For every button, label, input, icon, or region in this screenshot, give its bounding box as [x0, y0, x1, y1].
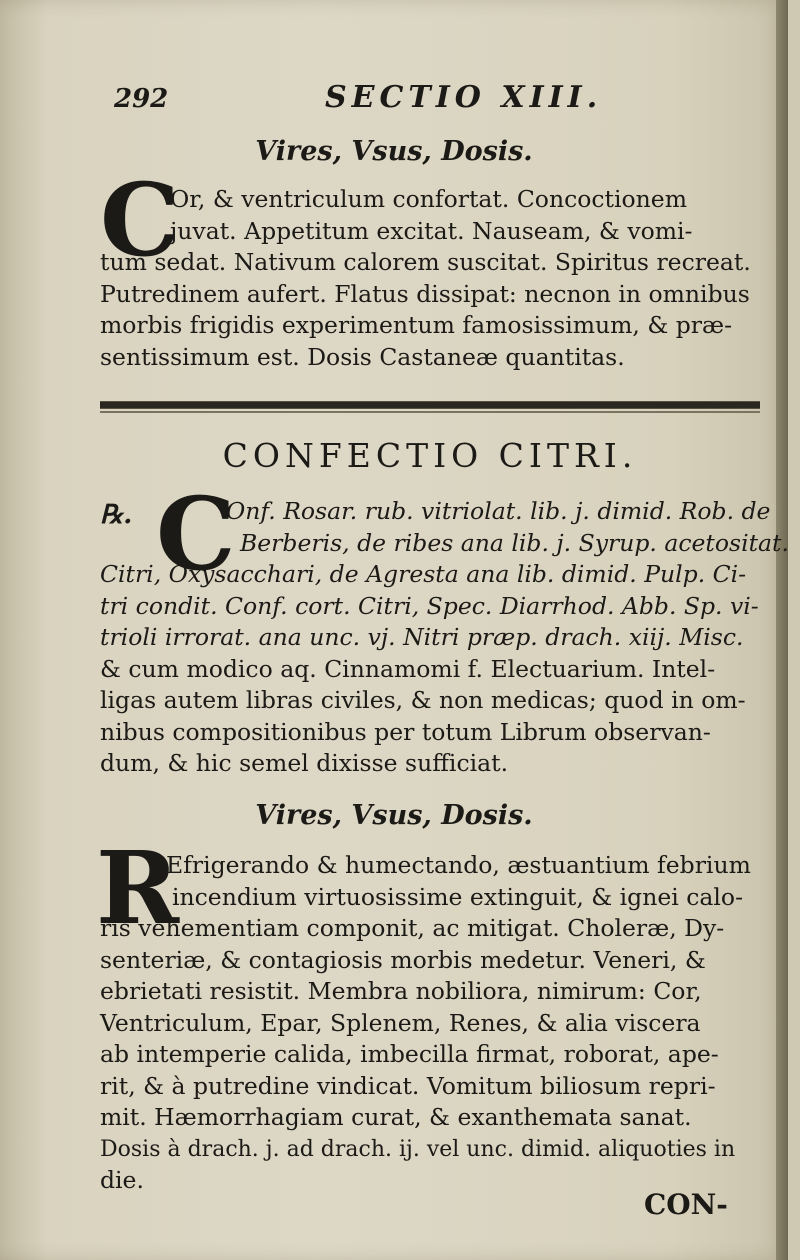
text-line: Berberis, de ribes ana lib. j. Syrup. acetositat. [240, 528, 789, 557]
text-line: incendium virtuosissime extinguit, & ignei calo- [172, 882, 744, 911]
text-line: Ventriculum, Epar, Splenem, Renes, & alia viscera [100, 1008, 701, 1037]
text-line: ebrietati resistit. Membra nobiliora, nimirum: Cor, [100, 977, 702, 1005]
ornamental-rule [100, 401, 760, 409]
subtitle-vires-1: Vires, Vsus, Dosis. [255, 136, 533, 167]
text-line: senteriæ, & contagiosis morbis medetur. Veneri, & [100, 945, 706, 974]
text-line: Dosis à drach. j. ad drach. ij. vel unc. dimid. aliquoties in [100, 1136, 736, 1162]
drop-cap-c-1: C [100, 161, 180, 279]
text-line: die. [100, 1166, 144, 1194]
text-line: ab intemperie calida, imbecilla firmat, roborat, ape- [100, 1040, 719, 1068]
text-line: ligas autem libras civiles, & non medicas; quod in om- [100, 686, 746, 714]
text-line: juvat. Appetitum excitat. Nauseam, & vomi- [170, 216, 693, 245]
drop-cap-r: R [96, 829, 180, 947]
text-line: Citri, Oxysacchari, de Agresta ana lib. dimid. Pulp. Ci- [100, 560, 747, 588]
page-edge [776, 0, 788, 1260]
running-header [90, 76, 690, 116]
text-line: trioli irrorat. ana unc. vj. Nitri præp. drach. xiij. Misc. [100, 623, 744, 651]
text-line: ris vehementiam componit, ac mitigat. Choleræ, Dy- [100, 914, 725, 942]
text-line: Or, & ventriculum confortat. Concoctionem [170, 185, 687, 213]
recipe-symbol: ℞. [100, 500, 133, 530]
paragraph-recipe [100, 496, 789, 780]
text-line: dum, & hic semel dixisse sufficiat. [100, 749, 509, 777]
text-line: sentissimum est. Dosis Castaneæ quantitas. [100, 342, 625, 371]
heading-confectio-citri: CONFECTIO CITRI. [222, 436, 638, 475]
text-line: tum sedat. Nativum calorem suscitat. Spiritus recreat. [100, 248, 751, 276]
text-line: Putredinem aufert. Flatus dissipat: necnon in omnibus [100, 279, 750, 308]
text-line: rit, & à putredine vindicat. Vomitum biliosum repri- [100, 1071, 716, 1100]
text-line: Efrigerando & humectando, æstuantium febrium [166, 851, 751, 879]
text-line: morbis frigidis experimentum famosissimum, & præ- [100, 311, 733, 339]
text-line: tri condit. Conf. cort. Citri, Spec. Diarrhod. Abb. Sp. vi- [100, 591, 759, 620]
drop-cap-c-2: C [156, 475, 236, 593]
ornamental-rule-thin [100, 411, 760, 413]
catchword: CON- [644, 1188, 728, 1221]
text-line: & cum modico aq. Cinnamomi f. Electuarium. Intel- [100, 654, 716, 683]
page-number: 292 [114, 84, 169, 114]
text-line: nibus compositionibus per totum Librum observan- [100, 717, 711, 746]
paragraph-vires-cor [100, 184, 760, 373]
paragraph-vires-confectio [100, 850, 760, 1197]
text-line: mit. Hæmorrhagiam curat, & exanthemata sanat. [100, 1103, 692, 1131]
section-title: SECTIO XIII. [325, 80, 603, 115]
text-line: Onf. Rosar. rub. vitriolat. lib. j. dimid. Rob. de [226, 497, 771, 525]
subtitle-vires-2: Vires, Vsus, Dosis. [255, 800, 533, 831]
